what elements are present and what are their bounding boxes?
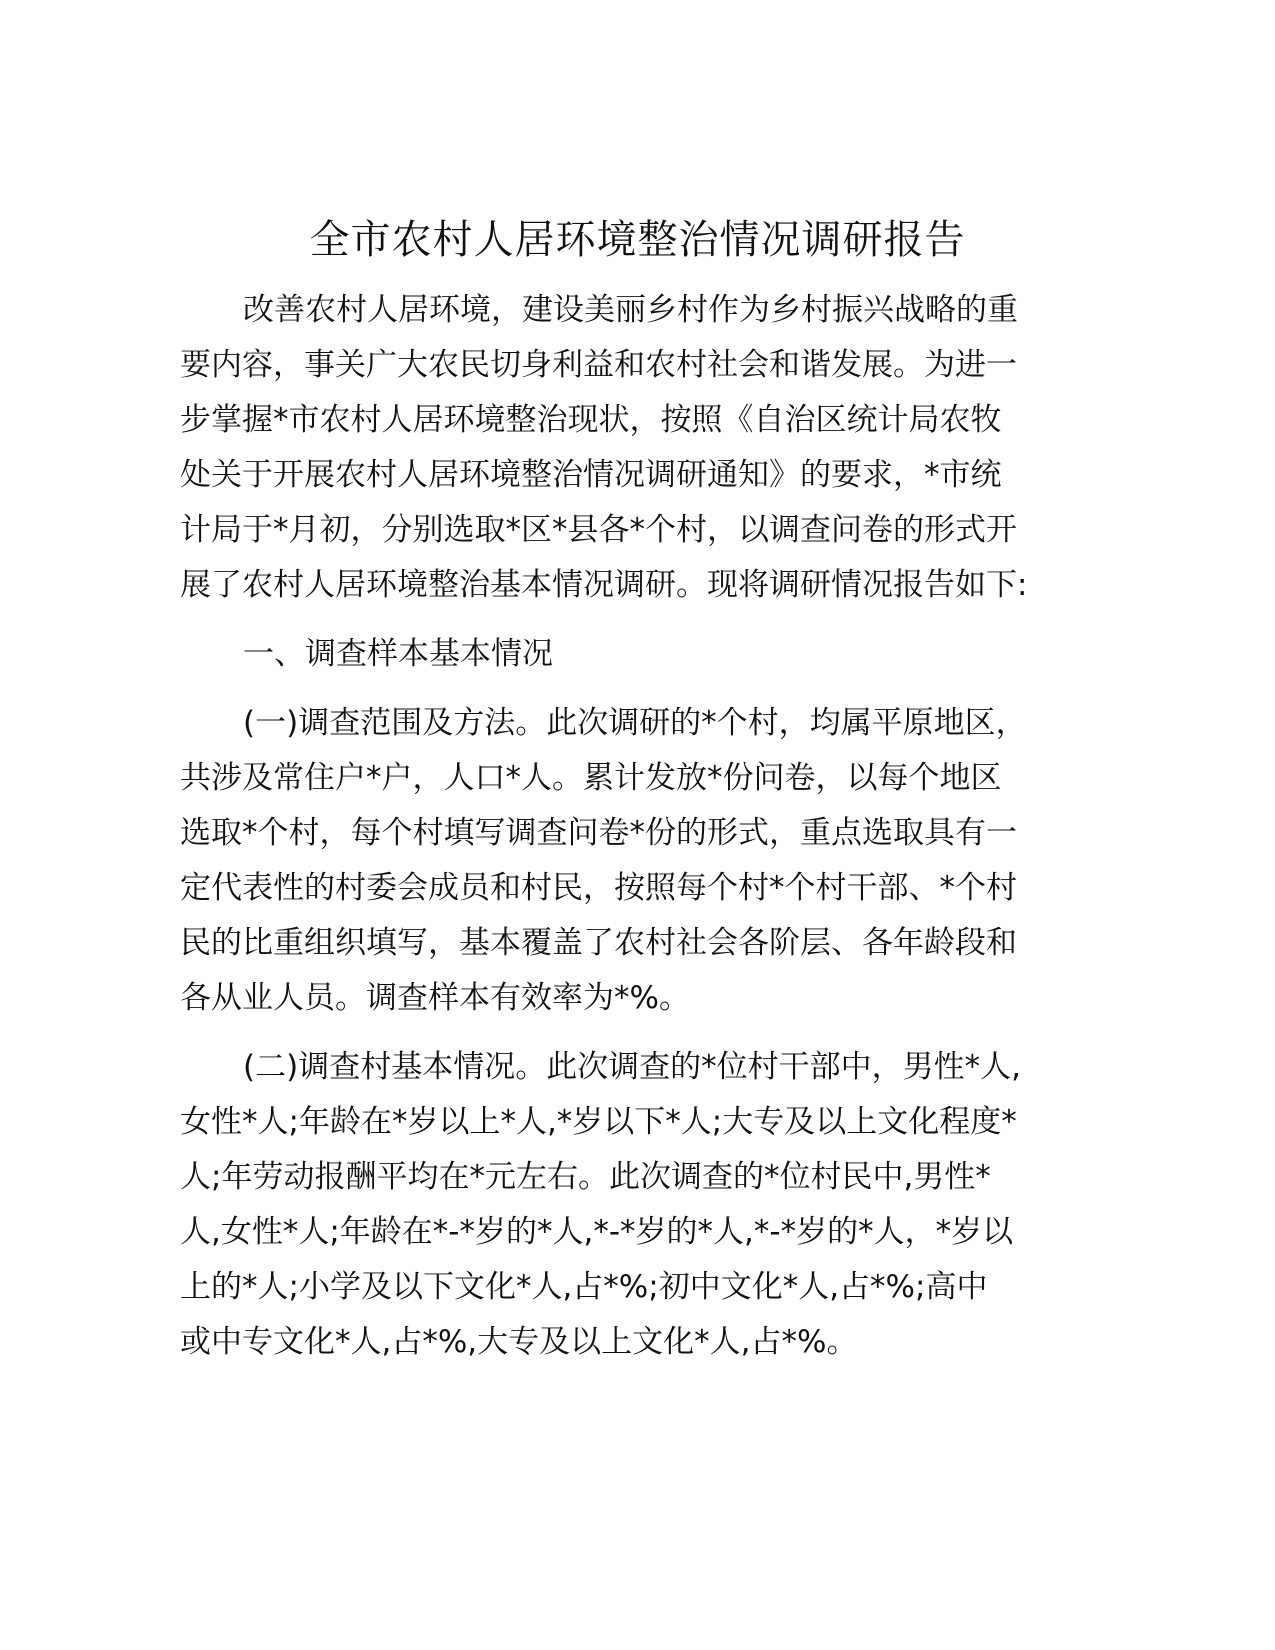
text-line: 上的*人;小学及以下文化*人,占*%;初中文化*人,占*%;高中: [180, 1269, 988, 1305]
text-line: 共涉及常住户*户，人口*人。累计发放*份问卷，以每个地区: [180, 760, 1002, 796]
text-line: 或中专文化*人,占*%,大专及以上文化*人,占*%。: [180, 1324, 858, 1360]
village-basics-paragraph: [180, 1040, 1060, 1370]
text-line: 计局于*月初，分别选取*区*县各*个村，以调查问卷的形式开: [180, 512, 1017, 548]
text-line: 定代表性的村委会成员和村民，按照每个村*个村干部、*个村: [180, 870, 1017, 906]
text-line: (二)调查村基本情况。此次调查的*位村干部中，男性*人,: [243, 1049, 1022, 1085]
text-line: 要内容，事关广大农民切身利益和农村社会和谐发展。为进一: [180, 347, 1017, 383]
section-heading: [180, 627, 1060, 682]
text-line: 人;年劳动报酬平均在*元左右。此次调查的*位村民中,男性*: [180, 1159, 991, 1195]
text-line: 步掌握*市农村人居环境整治现状，按照《自治区统计局农牧: [180, 402, 1002, 438]
text-line: 女性*人;年龄在*岁以上*人,*岁以下*人;大专及以上文化程度*: [180, 1104, 1017, 1140]
survey-scope-paragraph: [180, 696, 1060, 1026]
text-line: 民的比重组织填写，基本覆盖了农村社会各阶层、各年龄段和: [180, 925, 1017, 961]
text-line: 改善农村人居环境，建设美丽乡村作为乡村振兴战略的重: [243, 292, 1018, 328]
text-line: 选取*个村，每个村填写调查问卷*份的形式，重点选取具有一: [180, 815, 1017, 851]
intro-paragraph: [180, 283, 1060, 613]
text-line: 各从业人员。调查样本有效率为*%。: [180, 980, 690, 1016]
text-line: 一、调查样本基本情况: [243, 636, 553, 672]
text-line: (一)调查范围及方法。此次调研的*个村，均属平原地区，: [243, 705, 1027, 741]
text-line: 人,女性*人;年龄在*-*岁的*人,*-*岁的*人,*-*岁的*人，*岁以: [180, 1214, 1014, 1250]
text-line: 处关于开展农村人居环境整治情况调研通知》的要求，*市统: [180, 457, 1002, 493]
document-title: 全市农村人居环境整治情况调研报告: [309, 217, 966, 263]
text-line: 展了农村人居环境整治基本情况调研。现将调研情况报告如下:: [180, 567, 1028, 603]
document-body: [180, 283, 1060, 1384]
